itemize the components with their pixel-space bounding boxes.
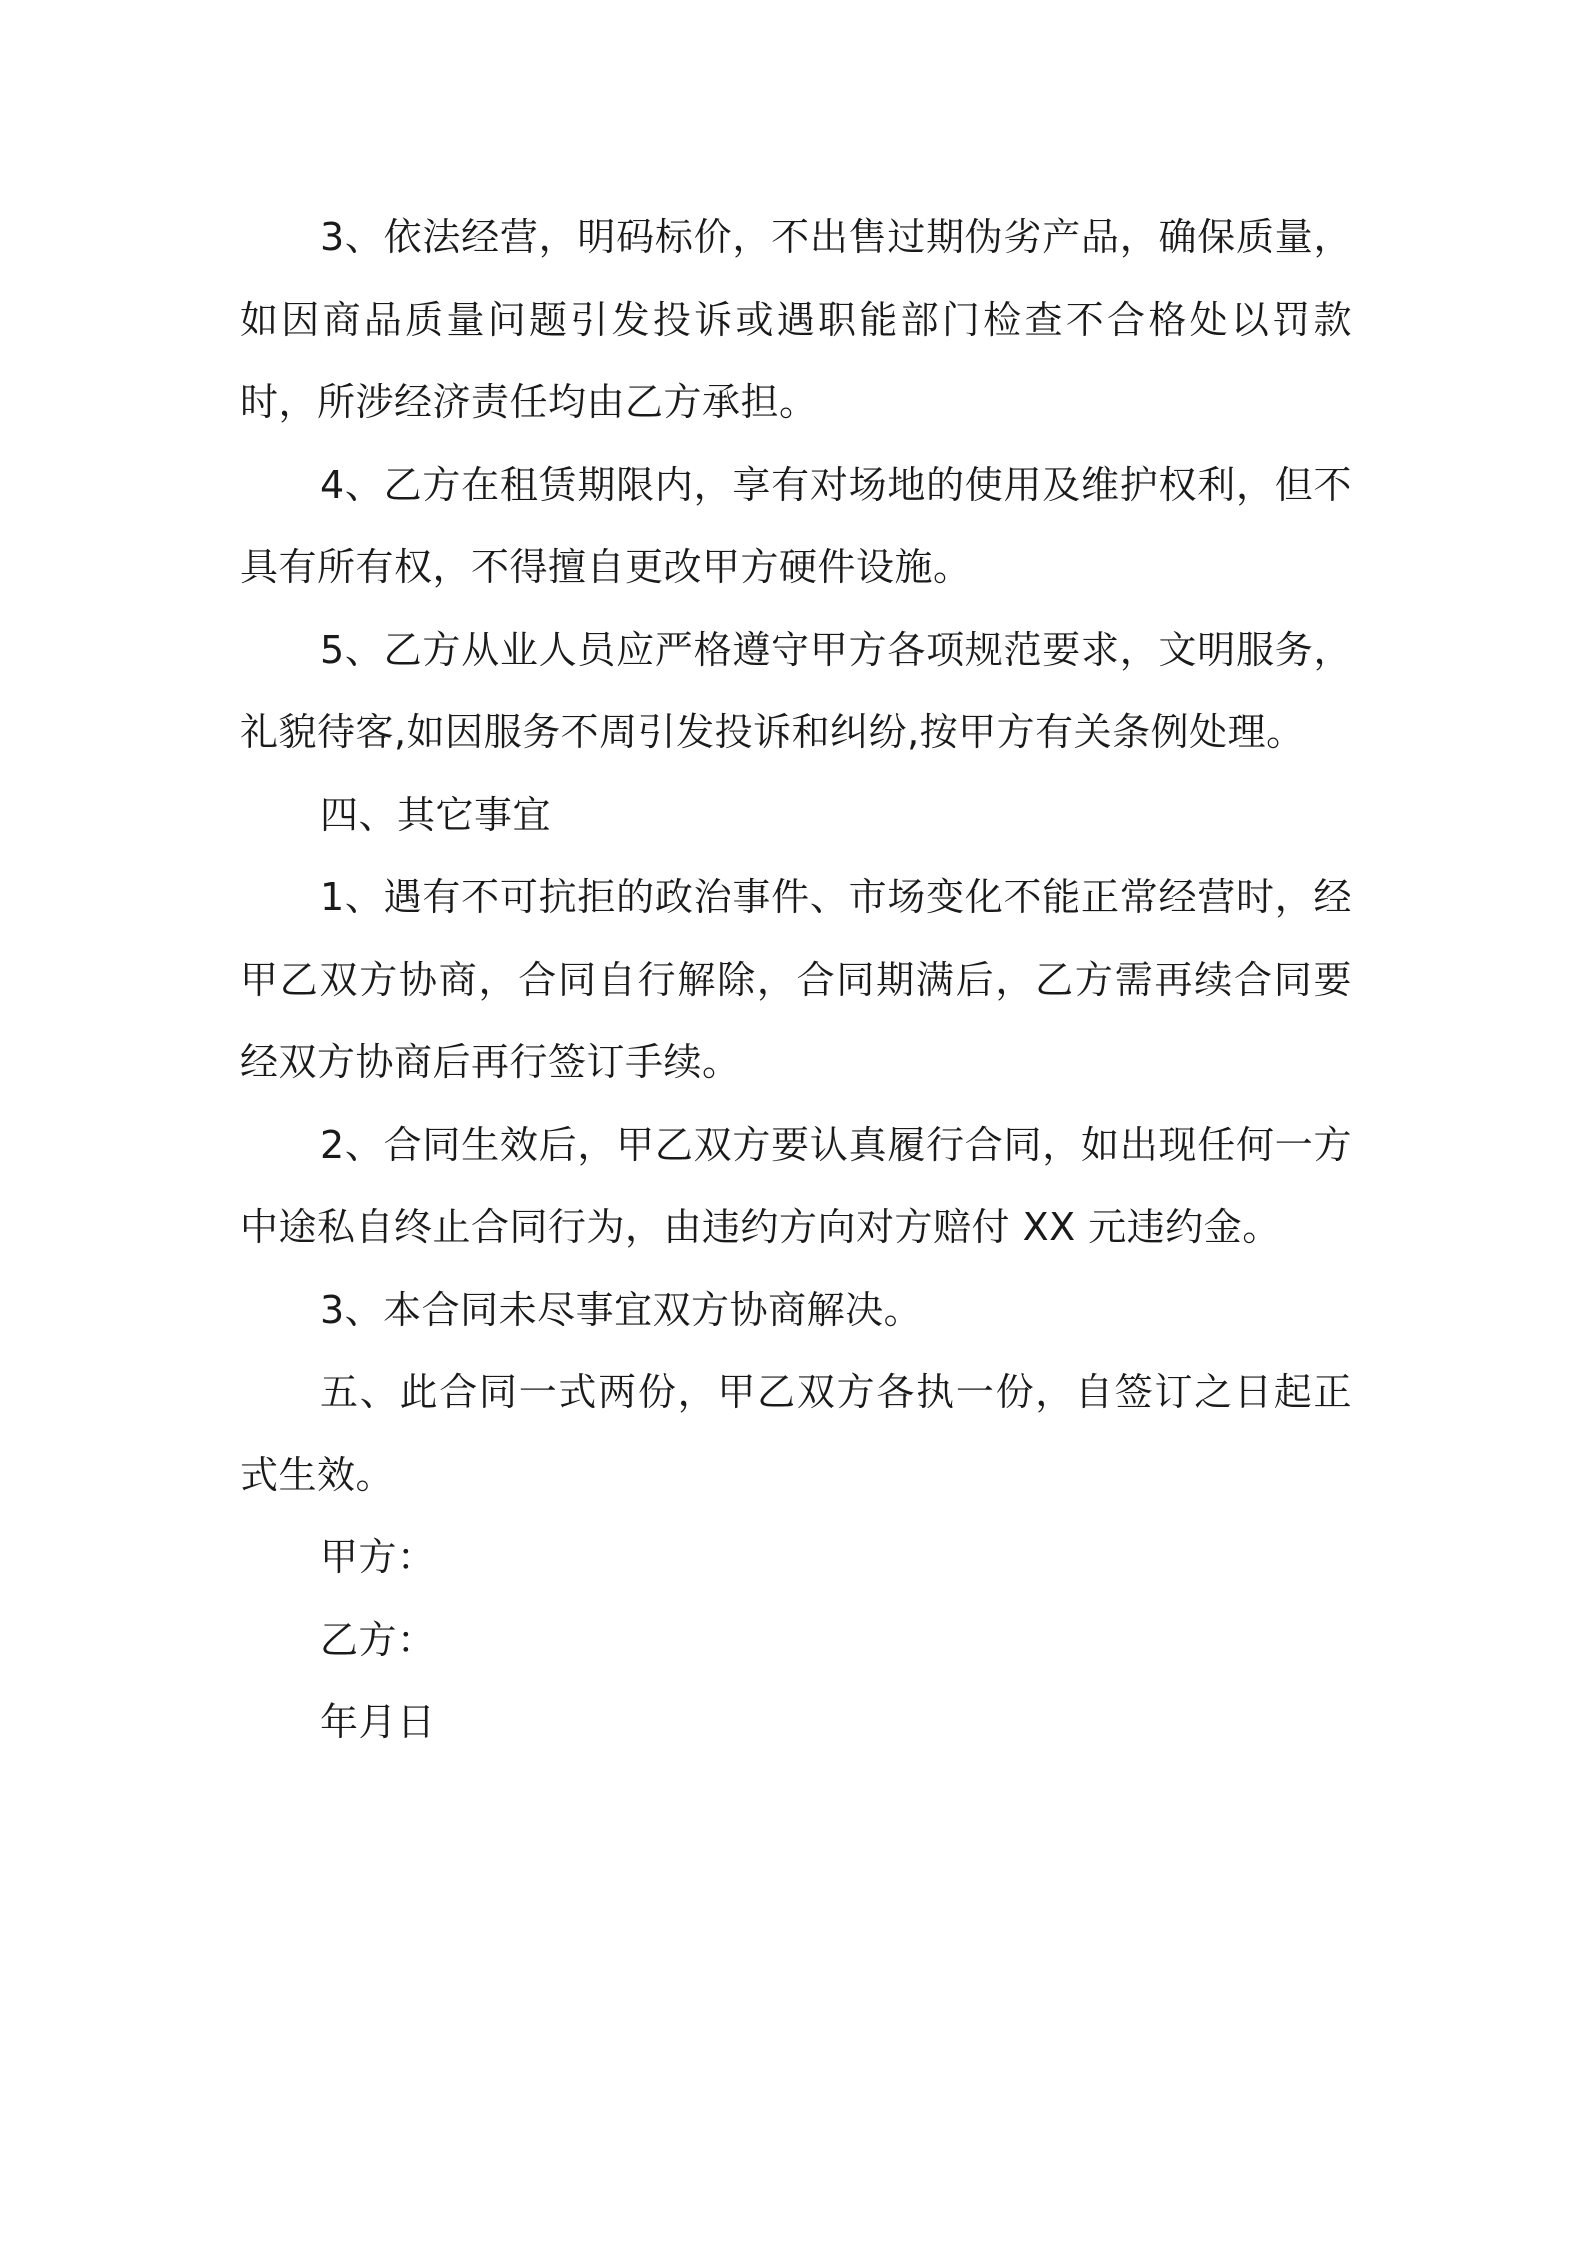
other-clause-3: 3、本合同未尽事宜双方协商解决。 (320, 1287, 923, 1332)
clause-3-quality: 3、依法经营，明码标价，不出售过期伪劣产品，确保质量，如因商品质量问题引发投诉或遇职能部门检查不合格处以罚款时，所涉经济责任均由乙方承担。 (240, 215, 1352, 424)
clause-5-service: 5、乙方从业人员应严格遵守甲方各项规范要求，文明服务，礼貌待客,如因服务不周引发投诉和纠纷,按甲方有关条例处理。 (240, 627, 1352, 754)
other-clause-1: 1、遇有不可抗拒的政治事件、市场变化不能正常经营时，经甲乙双方协商，合同自行解除，合同期满后，乙方需再续合同要经双方协商后再行签订手续。 (240, 875, 1352, 1084)
section-5-copies: 五、此合同一式两份，甲乙双方各执一份，自签订之日起正式生效。 (240, 1370, 1352, 1497)
date-line: 年月日 (320, 1700, 436, 1744)
party-b-signature: 乙方： (320, 1617, 436, 1662)
clause-4-usage-rights: 4、乙方在租赁期限内，享有对场地的使用及维护权利，但不具有所有权，不得擅自更改甲方硬件设施。 (240, 462, 1352, 589)
party-a-signature: 甲方： (320, 1535, 436, 1579)
document-body (240, 196, 1352, 1764)
section-4-heading: 四、其它事宜 (320, 792, 552, 837)
other-clause-2: 2、合同生效后，甲乙双方要认真履行合同，如出现任何一方中途私自终止合同行为，由违约方向对方赔付 XX 元违约金。 (240, 1122, 1352, 1249)
